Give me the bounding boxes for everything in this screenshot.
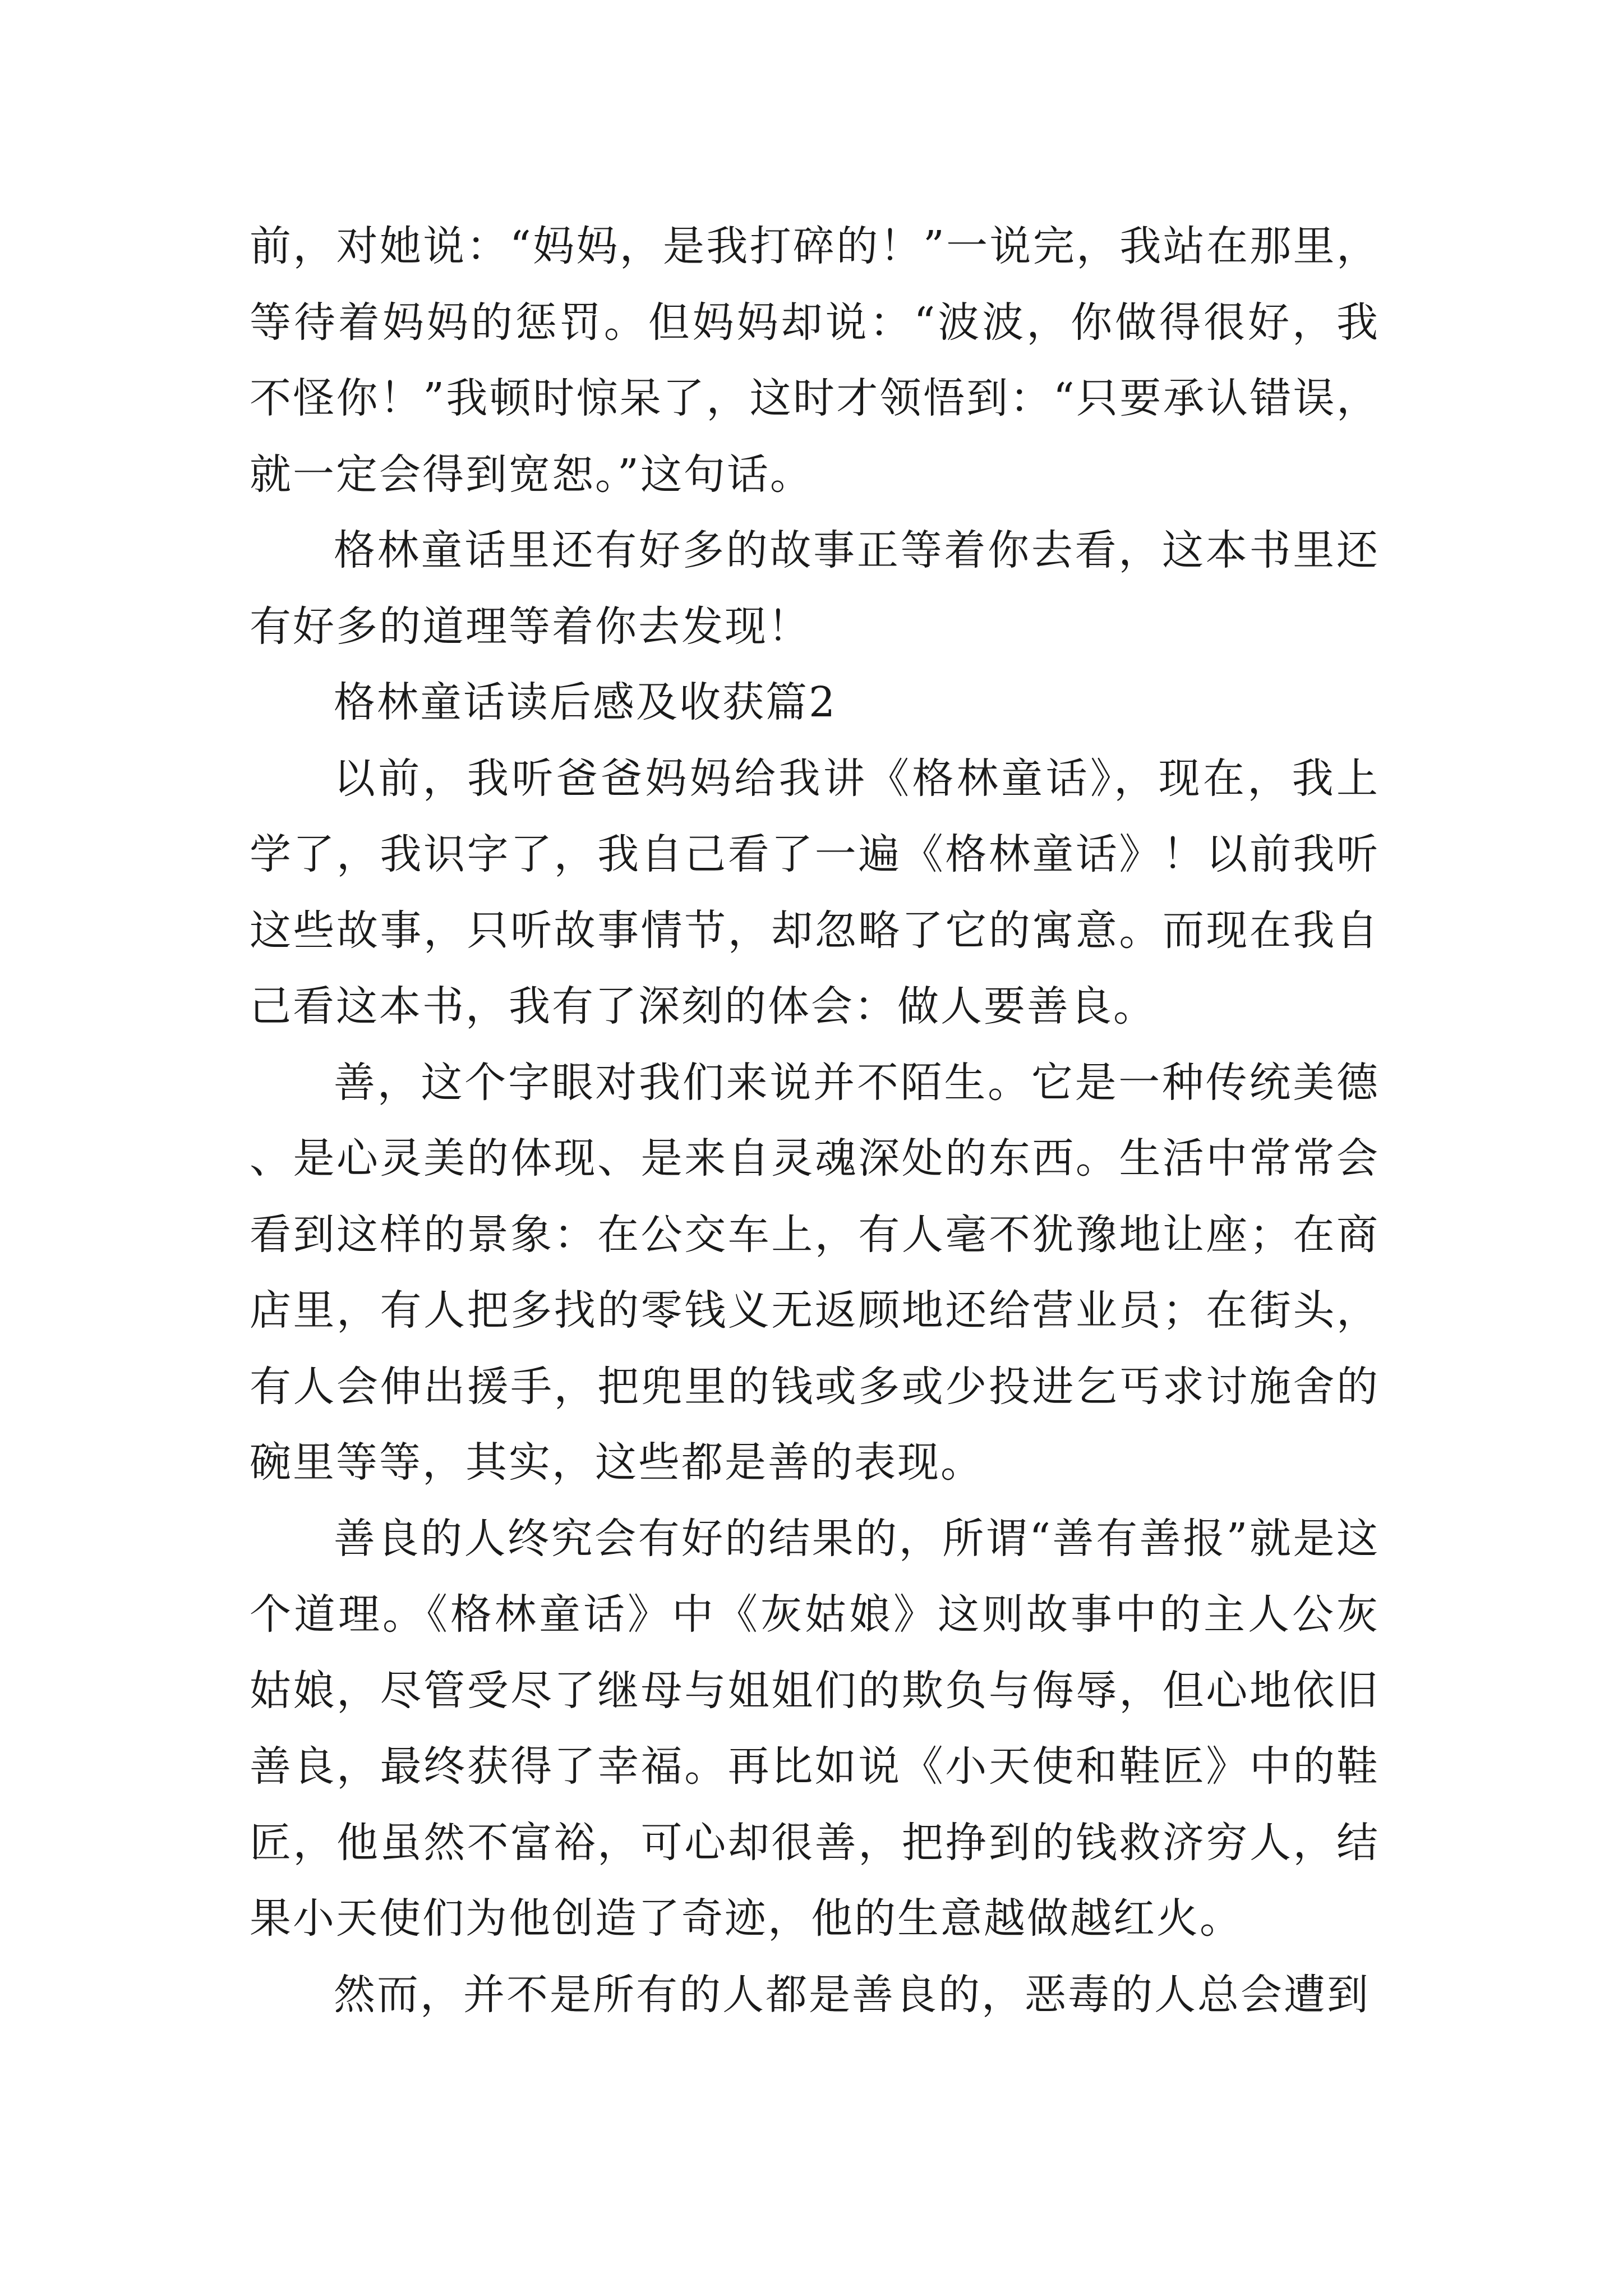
section-heading: 格林童话读后感及收获篇2: [334, 678, 837, 726]
paragraph-3: 以前，我听爸爸妈妈给我讲《格林童话》，现在，我上学了，我识字了，我自己看了一遍《格林童话》！以前我听这些故事，只听故事情节，却忽略了它的寓意。而现在我自己看这本书，我有了深刻的体会：做人要善良。: [250, 754, 1380, 1030]
paragraph-4: 善，这个字眼对我们来说并不陌生。它是一种传统美德、是心灵美的体现、是来自灵魂深处的东西。生活中常常会看到这样的景象：在公交车上，有人毫不犹豫地让座；在商店里，有人把多找的零钱义无返顾地还给营业员；在街头，有人会伸出援手，把兜里的钱或多或少投进乞丐求讨施舍的碗里等等，其实，这些都是善的表现。: [250, 1058, 1380, 1487]
document-body: [250, 209, 1380, 2033]
paragraph-5: 善良的人终究会有好的结果的，所谓“善有善报”就是这个道理。《格林童话》中《灰姑娘》这则故事中的主人公灰姑娘，尽管受尽了继母与姐姐们的欺负与侮辱，但心地依旧善良，最终获得了幸福。再比如说《小天使和鞋匠》中的鞋匠，他虽然不富裕，可心却很善，把挣到的钱救济穷人，结果小天使们为他创造了奇迹，他的生意越做越红火。: [250, 1514, 1380, 1943]
paragraph-6: 然而，并不是所有的人都是善良的，恶毒的人总会遭到: [334, 1970, 1370, 2019]
paragraph-2: 格林童话里还有好多的故事正等着你去看，这本书里还有好多的道理等着你去发现！: [250, 526, 1380, 651]
paragraph-1: 前，对她说：“妈妈，是我打碎的！”一说完，我站在那里，等待着妈妈的惩罚。但妈妈却说：“波波，你做得很好，我不怪你！”我顿时惊呆了，这时才领悟到：“只要承认错误，就一定会得到宽恕。”这句话。: [250, 222, 1380, 499]
